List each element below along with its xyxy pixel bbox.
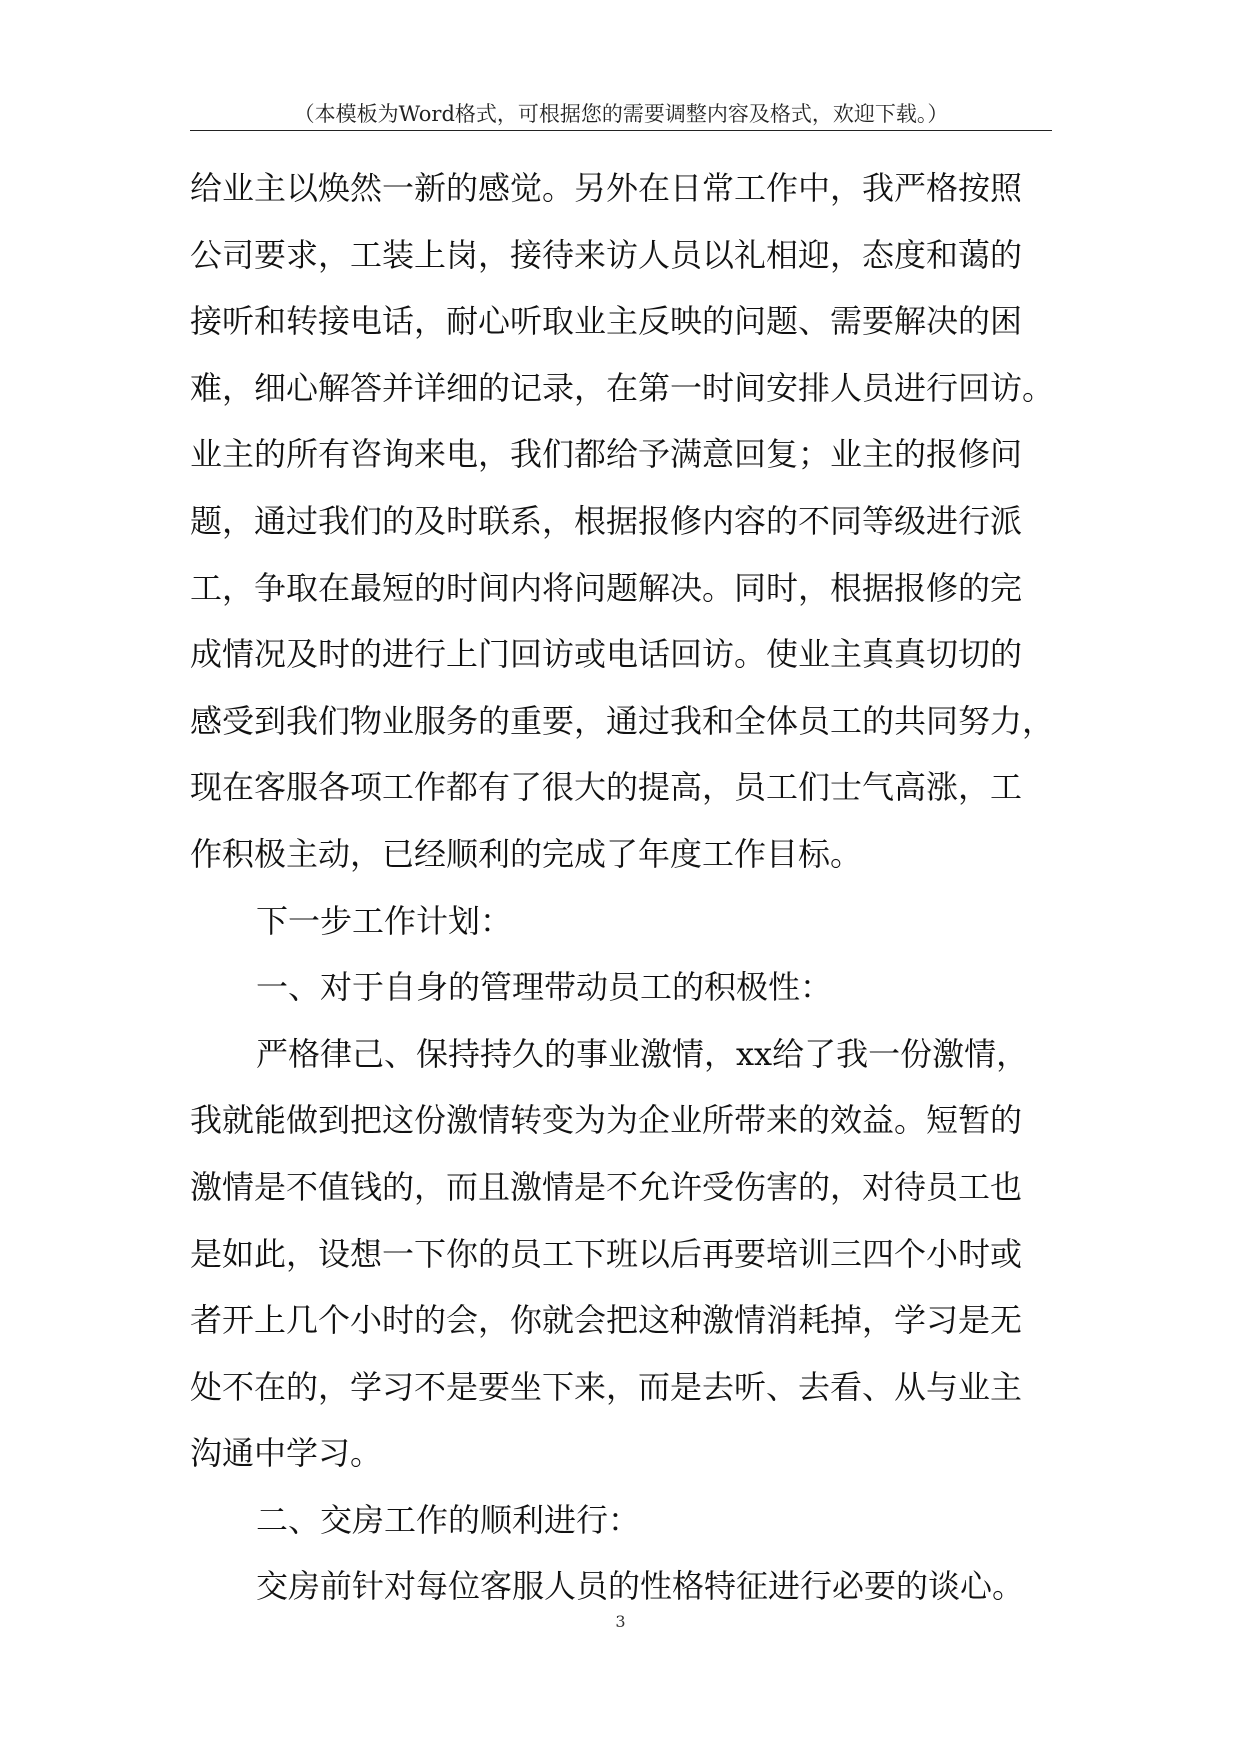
paragraph-line: 处不在的，学习不是要坐下来，而是去听、去看、从与业主: [190, 1367, 1023, 1406]
section-heading: 下一步工作计划：: [256, 901, 513, 940]
paragraph-line: 我就能做到把这份激情转变为为企业所带来的效益。短暂的: [190, 1101, 1023, 1140]
document-body: [190, 155, 1070, 1620]
subsection-heading: 一、对于自身的管理带动员工的积极性：: [256, 968, 833, 1007]
paragraph-line: 接听和转接电话，耐心听取业主反映的问题、需要解决的困: [190, 302, 1023, 341]
paragraph-line: 是如此，设想一下你的员工下班以后再要培训三四个小时或: [190, 1234, 1023, 1273]
paragraph-line: 沟通中学习。: [190, 1434, 383, 1473]
paragraph-line: 现在客服各项工作都有了很大的提高，员工们士气高涨，工: [190, 768, 1023, 807]
paragraph-line: 者开上几个小时的会，你就会把这种激情消耗掉，学习是无: [190, 1301, 1023, 1340]
paragraph-line: 难，细心解答并详细的记录，在第一时间安排人员进行回访。: [190, 368, 1055, 407]
header-divider: [190, 130, 1052, 131]
paragraph-line: 作积极主动，已经顺利的完成了年度工作目标。: [190, 834, 863, 873]
paragraph-line: 工，争取在最短的时间内将问题解决。同时，根据报修的完: [190, 568, 1023, 607]
paragraph-line: 业主的所有咨询来电，我们都给予满意回复；业主的报修问: [190, 435, 1023, 474]
paragraph-line: 感受到我们物业服务的重要，通过我和全体员工的共同努力，: [190, 701, 1055, 740]
paragraph-line: 成情况及时的进行上门回访或电话回访。使业主真真切切的: [190, 635, 1023, 674]
template-notice: （本模板为Word格式，可根据您的需要调整内容及格式，欢迎下载。）: [293, 102, 949, 126]
page-number: 3: [615, 1612, 626, 1631]
paragraph-line: 公司要求，工装上岗，接待来访人员以礼相迎，态度和蔼的: [190, 235, 1023, 274]
paragraph-line: 交房前针对每位客服人员的性格特征进行必要的谈心。: [256, 1567, 1025, 1606]
paragraph-line: 严格律己、保持持久的事业激情，xx给了我一份激情，: [256, 1034, 1029, 1073]
paragraph-line: 激情是不值钱的，而且激情是不允许受伤害的，对待员工也: [190, 1167, 1023, 1206]
paragraph-line: 给业主以焕然一新的感觉。另外在日常工作中，我严格按照: [190, 169, 1023, 207]
subsection-heading: 二、交房工作的顺利进行：: [256, 1500, 641, 1539]
paragraph-line: 题，通过我们的及时联系，根据报修内容的不同等级进行派: [190, 501, 1023, 540]
